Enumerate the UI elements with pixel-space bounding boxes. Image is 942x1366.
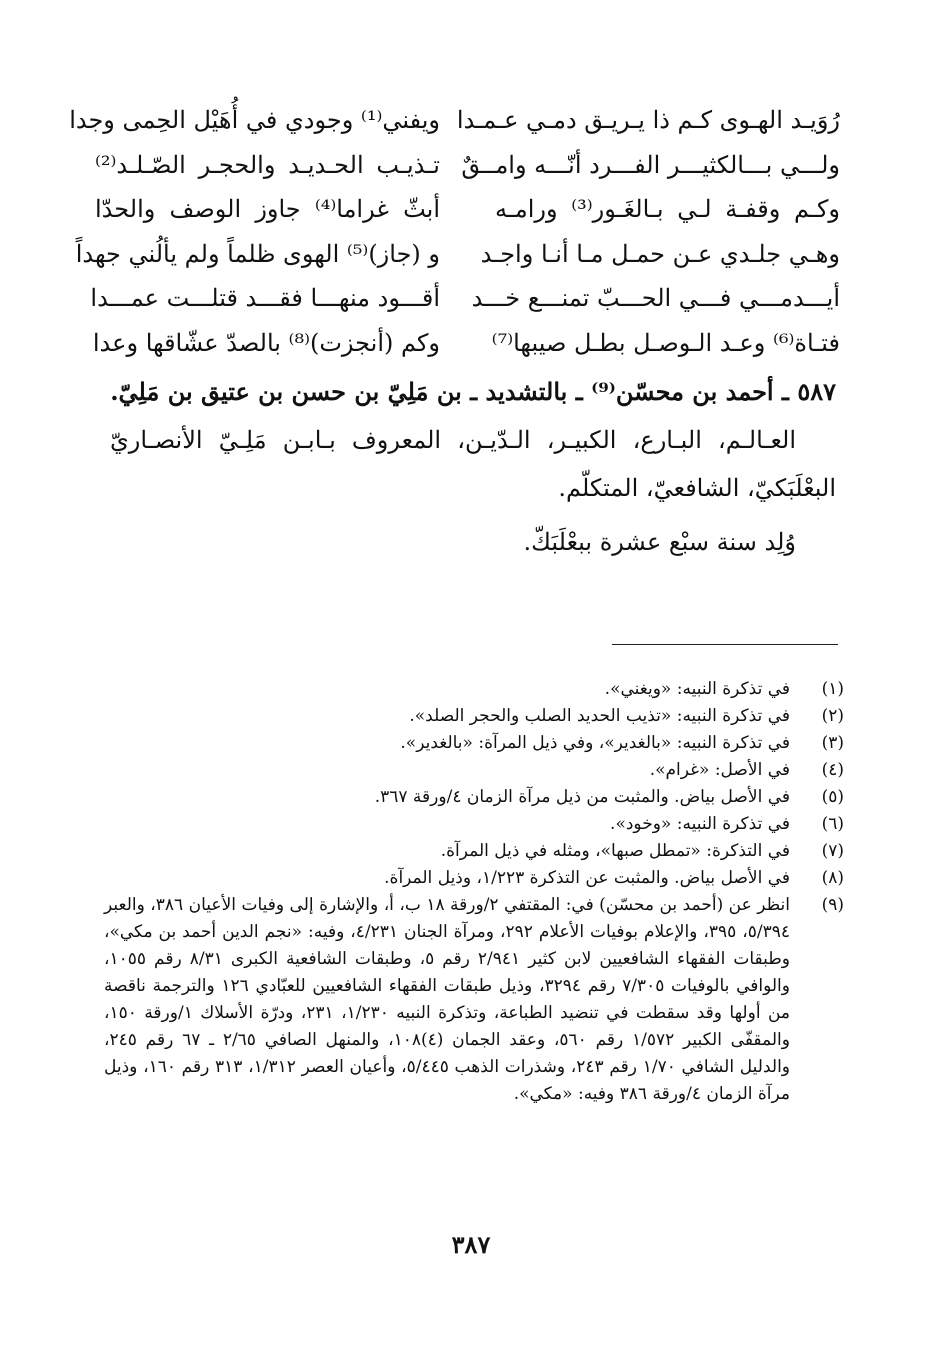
footnote-number: (٧) [821,841,844,861]
footnote [104,676,844,703]
verse-first-hemistich: وهـي جلـدي عـن حمـل مـا أنـا واجـد [480,239,840,268]
footnote [104,892,844,1108]
entry-description: العـالـم، البـارع، الكبيـر، الـدّيـن، المعروف بـابـن مَلِـيّ الأنصـاريّ البعْلَبَكيّ، الشافعيّ، المتكلّم. [110,426,836,502]
verse-second-hemistich: ويفني⁽¹⁾ وجودي في أُهَيْل الحِمى وجدا [69,106,440,135]
footnote-text: في الأصل بياض. والمثبت عن التذكرة ١/٢٢٣، وذيل المرآة. [384,868,790,888]
footnote-text: في تذكرة النبيه: «ويغني». [604,679,790,699]
footnote-number: (٨) [821,868,844,888]
biography-entry [110,368,836,566]
footnote-number: (٥) [821,787,844,807]
footnote-number: (١) [821,679,844,699]
footnote-number: (٤) [821,760,844,780]
poem-verse [69,98,840,143]
footnote [104,703,844,730]
footnote [104,784,844,811]
verse-first-hemistich: ولـــي بـــالكثيـــر الفـــرد أنّـــه وامــقٌ [461,150,840,179]
verse-first-hemistich: رُوَيـد الهـوى كـم ذا يـريـق دمـي عـمـدا [456,106,840,135]
footnote-text: في الأصل بياض. والمثبت من ذيل مرآة الزمان ٤/ورقة ٣٦٧. [374,787,790,807]
footnote [104,838,844,865]
verse-first-hemistich: وكـم وقفـة لـي بـالغَـور⁽³⁾ ورامـه [495,195,840,224]
footnotes [104,676,844,1108]
entry-heading: ٥٨٧ ـ أحمد بن محسّن⁽⁹⁾ ـ بالتشديد ـ بن مَلِيّ بن حسن بن عتيق بن مَلِيّ. [110,377,836,406]
verse-second-hemistich: وكم (أنجزت)⁽⁸⁾ بالصدّ عشّاقها وعدا [92,328,440,357]
footnote [104,811,844,838]
poem-verse [92,321,840,366]
footnote-number: (٩) [821,895,844,915]
poem [69,98,840,365]
poem-verse [90,276,840,321]
footnote-text: في تذكرة النبيه: «تذيب الحديد الصلب والحجر الصلد». [409,706,790,726]
footnote-text: في الأصل: «غرام». [649,760,790,780]
footnote-text: انظر عن (أحمد بن محسّن) في: المقتفي ٢/ورقة ١٨ ب، أ، والإشارة إلى وفيات الأعيان ٣٨٦، والعبر ٥/٣٩٤، ٣٩٥، والإعلام بوفيات الأعلام ٢٩٢، ومرآة الجنان ٤/٢٣١، وفيه: «نجم الدين أحمد بن مكي»، وطبقات الفقهاء الشافعيين لابن كثير ٢/٩٤١ رقم ٥، وطبقات الشافعية الكبرى ٨/٣١ رقم ١٠٥٥، والوافي بالوفيات ٧/٣٠٥ رقم ٣٢٩٤، وذيل طبقات الفقهاء الشافعيين للعبّادي ١٢٦ والترجمة ناقصة من أولها وقد سقطت في تنضيد الطباعة، وتذكرة النبيه ١/٢٣٠، ٢٣١، ودرّة الأسلاك ١/ورقة ١٥٠، والمقفّى الكبير ١/٥٧٢ رقم ٥٦٠، وعقد الجمان (٤)١٠٨، والمنهل الصافي ٢/٦٥ ـ ٦٧ رقم ٢٤٥، والدليل الشافي ١/٧٠ رقم ٢٤٣، وشذرات الذهب ٥/٤٤٥، وأعيان العصر ١/٣١٢، ٣١٣ رقم ١٦٠، وذيل مرآة الزمان ٤/ورقة ٣٨٦ وفيه: «مكي». [104,895,791,1104]
footnote-number: (٣) [821,733,844,753]
verse-second-hemistich: أبثّ غراما⁽⁴⁾ جاوز الوصف والحدّا [95,195,440,224]
footnote-text: في التذكرة: «تمطل صبها»، ومثله في ذيل المرآة. [440,841,790,861]
verse-second-hemistich: أقـــود منهـــا فقـــد قتلـــت عمـــدا [90,284,440,313]
footnote [104,730,844,757]
poem-verse [95,143,840,188]
verse-second-hemistich: تـذيـب الحـديـد والحجـر الصّـلـد⁽²⁾ [95,150,440,179]
poem-verse [75,232,840,277]
page-number: ٣٨٧ [451,1230,491,1259]
verse-first-hemistich: أيـــدمـــي فـــي الحـــبّ تمنـــع خـــد [471,284,840,313]
footnote-separator [612,644,838,645]
footnote-number: (٦) [821,814,844,834]
footnote [104,757,844,784]
verse-first-hemistich: فتـاة⁽⁶⁾ وعـد الـوصـل بطـل صيبها⁽⁷⁾ [491,328,840,357]
footnote [104,865,844,892]
entry-birth: وُلِد سنة سبْع عشرة ببعْلَبَكّ. [523,528,796,556]
footnote-number: (٢) [821,706,844,726]
footnote-text: في تذكرة النبيه: «وخود». [610,814,790,834]
footnote-text: في تذكرة النبيه: «بالغدير»، وفي ذيل المرآة: «بالغدير». [400,733,790,753]
verse-second-hemistich: و (جاز)⁽⁵⁾ الهوى ظلماً ولم يألُني جهداً [75,239,440,268]
poem-verse [95,187,840,232]
